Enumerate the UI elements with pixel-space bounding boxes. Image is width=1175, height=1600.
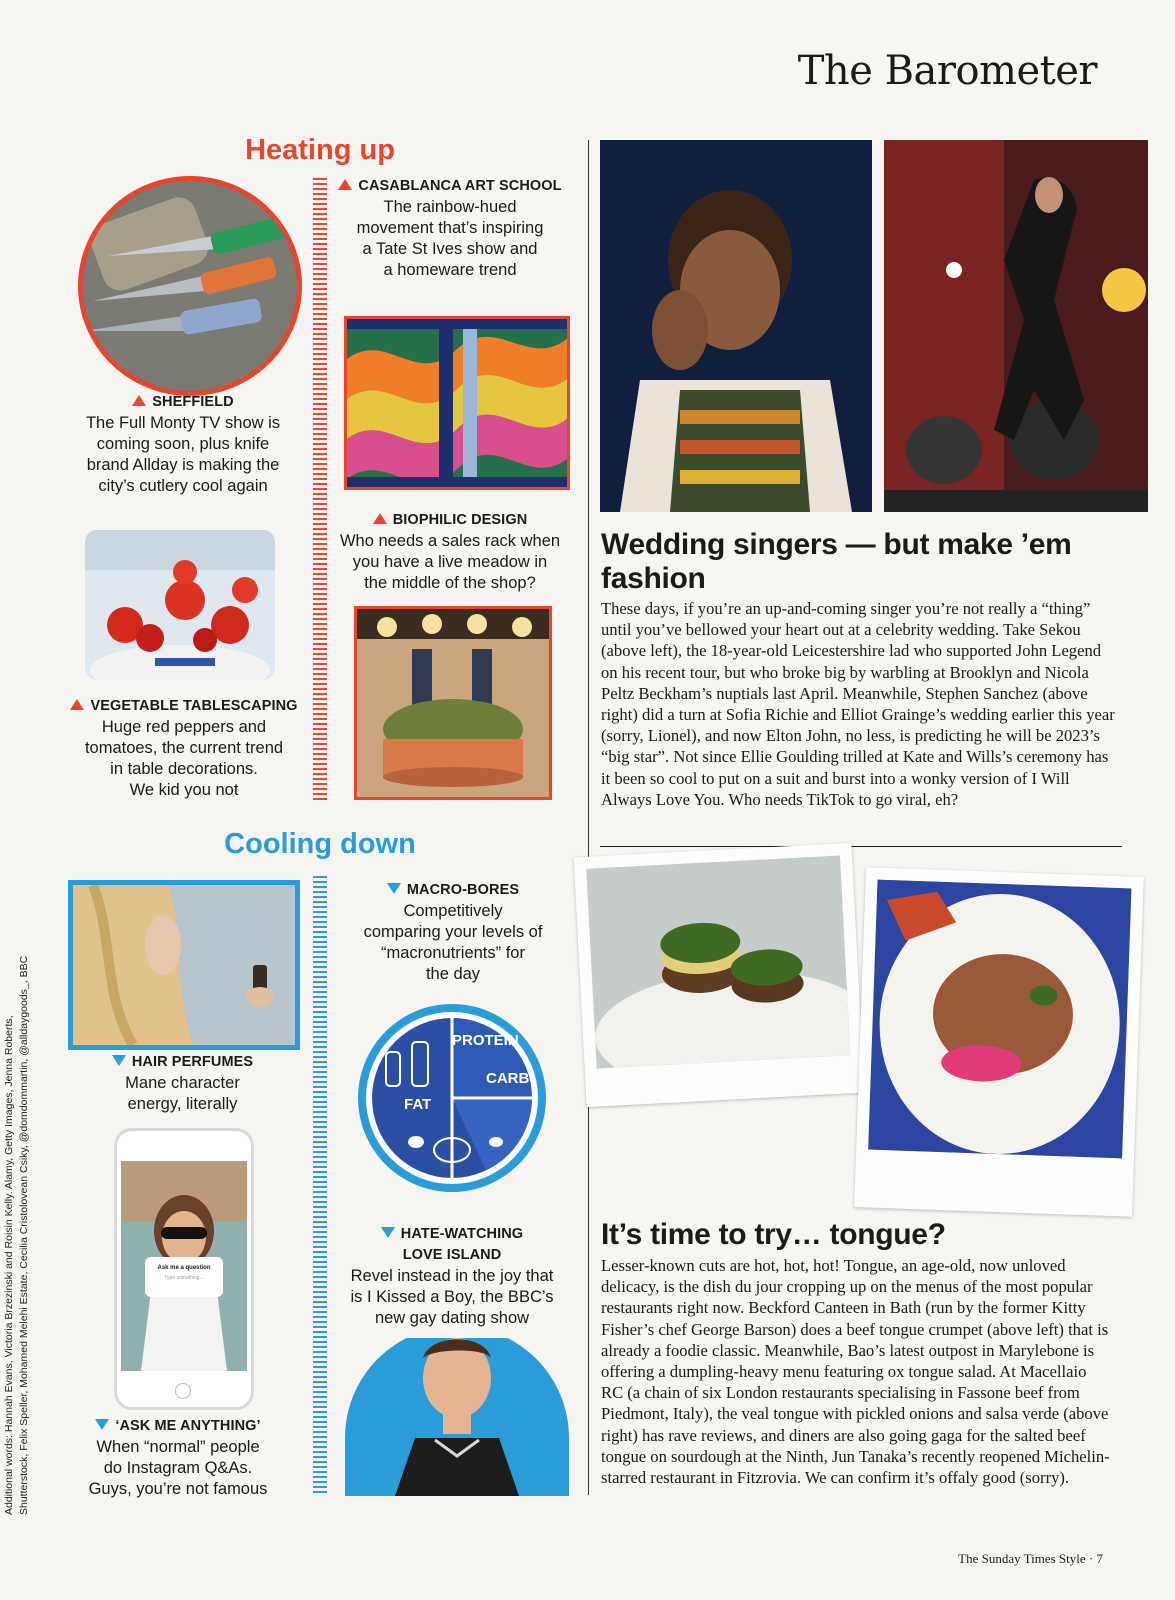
vegetable-tablescaping-label: VEGETABLE TABLESCAPING [90, 698, 298, 714]
ask-me-anything-label: ‘ASK ME ANYTHING’ [115, 1418, 261, 1434]
vegetable-tablescaping-line: Huge red peppers and [101, 718, 267, 736]
hair-perfumes-line: energy, literally [127, 1095, 238, 1113]
casablanca-line: a Tate St Ives show and [362, 240, 538, 258]
instagram-phone-photo [114, 1128, 254, 1410]
hair-perfumes-line: Mane character [125, 1074, 240, 1092]
heating-triangle-icon [132, 395, 146, 406]
macro-bores-line: “macronutrients” for [381, 944, 525, 962]
casablanca-artwork [344, 316, 570, 490]
wedding-body: These days, if you’re an up-and-coming singer you’re not really a “thing” until you’ve bellowed your heart out at a celebrity wedding. Take Sekou (above left), the 18-year-old Leicestershire lad who supported John Legend on his recent tour, but who broke big by warbling at Brooklyn and Nicola Peltz Beckham’s nuptials last April. Meanwhile, Stephen Sanchez (above right) did a turn at Sofia Richie and Elliot Grainge’s wedding earlier this year (sorry, Lionel), and now Elton John, no less, is predicting he will be 2023’s “big star”. Not since Ellie Goulding trilled at Kate and Wills’s ceremony has it been so cool to put on a suit and burst into a wonky version of I Will Always Love You. Who needs TikTok to go viral, eh? [601, 599, 1115, 809]
sheffield-knives-photo [78, 176, 302, 396]
cooling-down-heading: Cooling down [224, 828, 416, 860]
casablanca-line: movement that’s inspiring [356, 219, 544, 237]
macro-bores-item [334, 880, 572, 985]
phone-card-placeholder: Type something... [164, 1275, 204, 1281]
phone-card-title: Ask me a question [157, 1265, 211, 1271]
vegetable-tablescaping-line: tomatoes, the current trend [84, 739, 284, 757]
vegetable-tablescaping-line: in table decorations. [110, 760, 258, 778]
hate-watching-line: is I Kissed a Boy, the BBC’s [350, 1288, 554, 1306]
column-divider [588, 140, 589, 1495]
article-divider [600, 846, 1122, 847]
macro-fat-label: FAT [404, 1096, 432, 1113]
ask-me-anything-line: Guys, you’re not famous [88, 1480, 268, 1498]
casablanca-item [330, 176, 570, 281]
photo-credits: Additional words: Hannah Evans, Victoria Brzezinski and Roisin Kelly. Alamy, Getty Images, Jenna Roberts, Shutterstock, Felix Speller, Mohamed Melehi Estate, Cecilia Cristolovean Csiky, @domdommartin, @alldaygoods_, BBC [3, 955, 30, 1515]
ask-me-anything-item [72, 1416, 284, 1500]
crumpet-polaroid [574, 843, 865, 1107]
heating-divider [313, 178, 327, 800]
heating-triangle-icon [373, 513, 387, 524]
hair-perfumes-item [80, 1052, 285, 1115]
veal-tongue-polaroid [854, 867, 1144, 1216]
macro-carb-label: CARB [486, 1070, 530, 1087]
biophilic-design-item [328, 510, 572, 594]
hate-watching-label: HATE-WATCHING LOVE ISLAND [400, 1226, 524, 1263]
sheffield-line: brand Allday is making the [86, 456, 280, 474]
hate-watching-item [340, 1224, 564, 1329]
sheffield-line: coming soon, plus knife [96, 435, 270, 453]
vegetable-tablescaping-line: We kid you not [129, 781, 239, 799]
cooling-triangle-icon [387, 883, 401, 894]
sheffield-item [58, 392, 308, 497]
casablanca-line: a homeware trend [383, 261, 517, 279]
i-kissed-a-boy-photo [345, 1338, 569, 1496]
macro-plate-graphic [356, 1002, 548, 1194]
cooling-divider [313, 876, 327, 1496]
wedding-headline: Wedding singers — but make ’em fashion [601, 528, 1072, 595]
hair-perfumes-label: HAIR PERFUMES [131, 1054, 254, 1070]
page-title: The Barometer [797, 48, 1097, 94]
hate-watching-line: new gay dating show [374, 1309, 530, 1327]
biophilic-shop-photo [354, 606, 552, 800]
sheffield-line: The Full Monty TV show is [85, 414, 281, 432]
hate-watching-line: Revel instead in the joy that [350, 1267, 554, 1285]
macro-bores-line: comparing your levels of [363, 923, 543, 941]
biophilic-design-line: you have a live meadow in [352, 553, 548, 571]
vegetable-tablescape-photo [85, 530, 275, 680]
cooling-triangle-icon [381, 1227, 395, 1238]
tongue-body: Lesser-known cuts are hot, hot, hot! Tongue, an age-old, now unloved delicacy, is the dish du jour cropping up on the menus of the most popular restaurants right now. Beckford Canteen in Bath (run by the former Kitty Fisher’s chef George Barson) does a beef tongue crumpet (above left) that is already a foodie classic. Meanwhile, Bao’s latest outpost in Marylebone is offering a dumpling-heavy menu featuring ox tongue salad. At Macellaio RC (a chain of six London restaurants specialising in Fassone beef from Piedmont, Italy), the veal tongue with pickled onions and salsa verde (above right) has rave reviews, and diners are also going gaga for the salted beef tongue on sourdough at the Ninth, Jun Tanaka’s recently reopened Michelin-starred restaurant in Fitzrovia. We can confirm it’s offaly good (sorry). [601, 1256, 1110, 1488]
biophilic-design-line: the middle of the shop? [364, 574, 536, 592]
sheffield-label: SHEFFIELD [152, 394, 234, 410]
macro-bores-line: the day [425, 965, 481, 983]
biophilic-design-label: BIOPHILIC DESIGN [392, 512, 528, 528]
macro-bores-line: Competitively [403, 902, 503, 920]
heating-triangle-icon [70, 699, 84, 710]
stephen-sanchez-photo [884, 140, 1148, 512]
casablanca-line: The rainbow-hued [383, 198, 517, 216]
tongue-headline: It’s time to try… tongue? [601, 1218, 946, 1251]
hair-perfume-photo [68, 880, 300, 1050]
sheffield-line: city’s cutlery cool again [98, 477, 268, 495]
ask-me-anything-line: When “normal” people [96, 1438, 260, 1456]
ask-me-anything-line: do Instagram Q&As. [103, 1459, 253, 1477]
vegetable-tablescaping-item [64, 696, 304, 801]
casablanca-label: CASABLANCA ART SCHOOL [358, 178, 562, 194]
macro-bores-label: MACRO-BORES [406, 882, 520, 898]
biophilic-design-line: Who needs a sales rack when [339, 532, 561, 550]
heating-up-heading: Heating up [245, 134, 395, 166]
sekou-photo [600, 140, 872, 512]
heating-triangle-icon [338, 179, 352, 190]
cooling-triangle-icon [112, 1055, 126, 1066]
cooling-triangle-icon [95, 1419, 109, 1430]
page-footer: The Sunday Times Style · 7 [958, 1551, 1103, 1566]
macro-protein-label: PROTEIN [452, 1032, 519, 1049]
phone-home-button [175, 1383, 191, 1399]
